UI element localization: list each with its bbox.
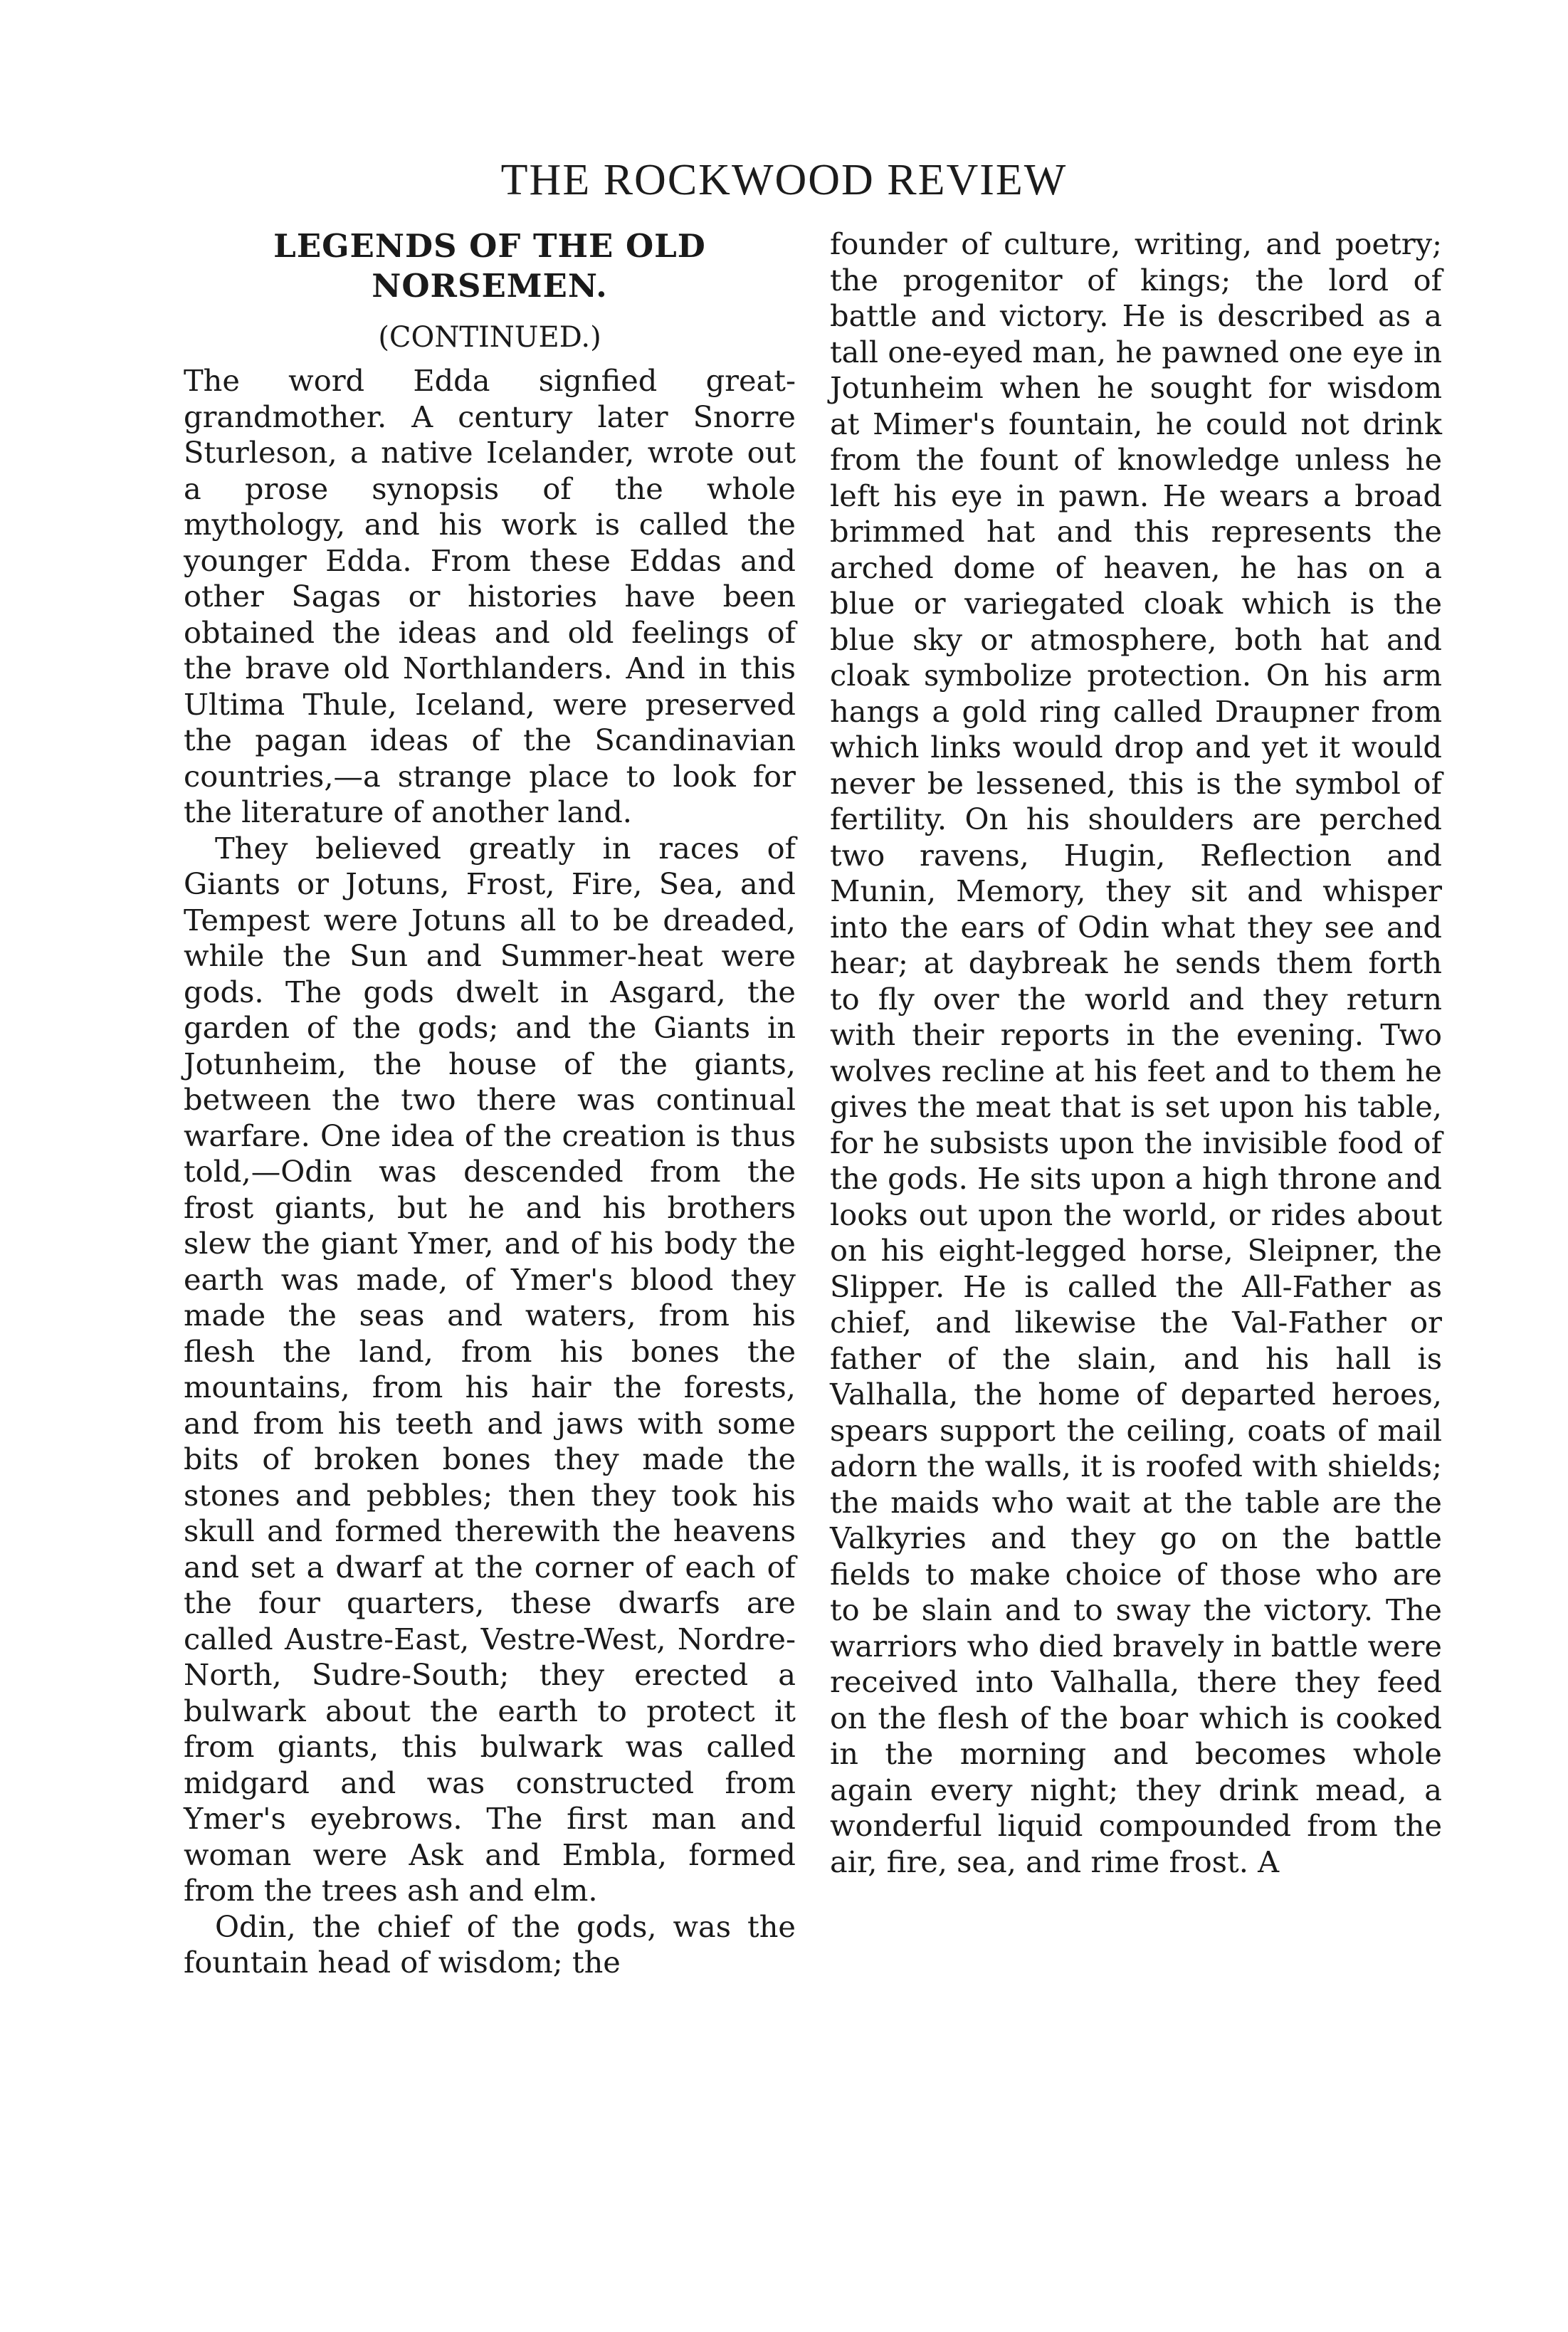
- left-column: [184, 226, 796, 1981]
- paragraph-odin-start: Odin, the chief of the gods, was the fountain head of wisdom; the: [184, 1908, 796, 1980]
- page-running-title: THE ROCKWOOD REVIEW: [500, 156, 1068, 204]
- paragraph-giants: They believed greatly in races of Giants or Jotuns, Frost, Fire, Sea, and Tempest were Jotuns all to be dreaded, while the Sun and Summer-heat were gods. The gods dwelt in Asgard, the garden of the gods; and the Giants in Jotunheim, the house of the giants, between the two there was continual warfare. One idea of the creation is thus told,—Odin was descended from the frost giants, but he and his brothers slew the giant Ymer, and of his body the earth was made, of Ymer's blood they made the seas and waters, from his flesh the land, from his bones the mountains, from his hair the forests, and from his teeth and jaws with some bits of broken bones they made the stones and pebbles; then they took his skull and formed therewith the heavens and set a dwarf at the corner of each of the four quarters, these dwarfs are called Austre-East, Vestre-West, Nordre-North, Sudre-South; they erected a bulwark about the earth to protect it from giants, this bulwark was called midgard and was constructed from Ymer's eyebrows. The first man and woman were Ask and Embla, formed from the trees ash and elm.: [184, 830, 796, 1908]
- article-title: LEGENDS OF THE OLD NORSEMEN.: [273, 227, 706, 305]
- paragraph-odin-continued: founder of culture, writing, and poetry; the progenitor of kings; the lord of battle and victory. He is described as a tall one-eyed man, he pawned one eye in Jotunheim when he sought for wisdom at Mimer's fountain, he could not drink from the fount of knowledge unless he left his eye in pawn. He wears a broad brimmed hat and this represents the arched dome of heaven, he has on a blue or variegated cloak which is the blue sky or atmosphere, both hat and cloak symbolize protection. On his arm hangs a gold ring called Draupner from which links would drop and yet it would never be lessened, this is the symbol of fertility. On his shoulders are perched two ravens, Hugin, Reflection and Munin, Memory, they sit and whisper into the ears of Odin what they see and hear; at daybreak he sends them forth to fly over the world and they return with their reports in the evening. Two wolves recline at his feet and to them he gives the meat that is set upon his table, for he subsists upon the invisible food of the gods. He sits upon a high throne and looks out upon the world, or rides about on his eight-legged horse, Sleipner, the Slipper. He is called the All-Father as chief, and likewise the Val-Father or father of the slain, and his hall is Valhalla, the home of departed heroes, spears support the ceiling, coats of mail adorn the walls, it is roofed with shields; the maids who wait at the table are the Valkyries and they go on the battle fields to make choice of those who are to be slain and to sway the victory. The warriors who died bravely in battle were received into Valhalla, there they feed on the flesh of the boar which is cooked in the morning and becomes whole again every night; they drink mead, a wonderful liquid compounded from the air, fire, sea, and rime frost. A: [830, 226, 1442, 1879]
- continued-note: (CONTINUED.): [378, 321, 601, 354]
- right-column: [830, 226, 1442, 1880]
- paragraph-edda: The word Edda signfied great-grandmother. A century later Snorre Sturleson, a native Icelander, wrote out a prose synopsis of the whole mythology, and his work is called the younger Edda. From these Eddas and other Sagas or histories have been obtained the ideas and old feelings of the brave old Northlanders. And in this Ultima Thule, Iceland, were preserved the pagan ideas of the Scandinavian countries,—a strange place to look for the literature of another land.: [184, 363, 796, 829]
